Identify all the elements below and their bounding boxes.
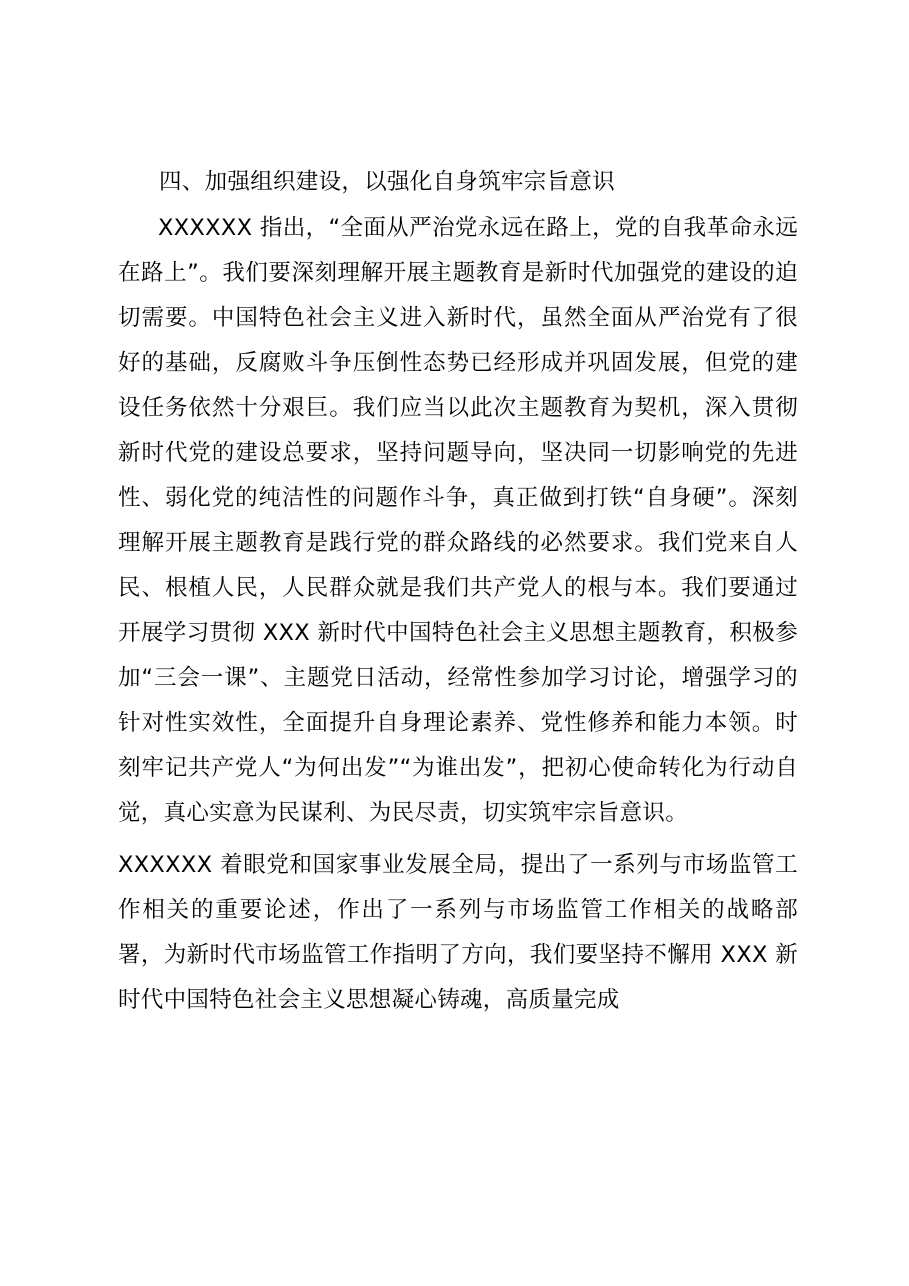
paragraph-2: XXXXXX 着眼党和国家事业发展全局，提出了一系列与市场监管工作相关的重要论述，作出了一系列与市场监管工作相关的战略部署，为新时代市场监管工作指明了方向，我们要坚持不懈用 XXX 新时代中国特色社会主义思想凝心铸魂，高质量完成 — [118, 852, 798, 1013]
paragraph-1: XXXXXX 指出，“全面从严治党永远在路上，党的自我革命永远在路上”。我们要深刻理解开展主题教育是新时代加强党的建设的迫切需要。中国特色社会主义进入新时代，虽然全面从严治党有了很好的基础，反腐败斗争压倒性态势已经形成并巩固发展，但党的建设任务依然十分艰巨。我们应当以此次主题教育为契机，深入贯彻新时代党的建设总要求，坚持问题导向，坚决同一切影响党的先进性、弱化党的纯洁性的问题作斗争，真正做到打铁“自身硬”。深刻理解开展主题教育是践行党的群众路线的必然要求。我们党来自人民、根植人民，人民群众就是我们共产党人的根与本。我们要通过开展学习贯彻 XXX 新时代中国特色社会主义思想主题教育，积极参加“三会一课”、主题党日活动，经常性参加学习讨论，增强学习的针对性实效性，全面提升自身理论素养、党性修养和能力本领。时刻牢记共产党人“为何出发”“为谁出发”，把初心使命转化为行动自觉，真心实意为民谋利、为民尽责，切实筑牢宗旨意识。 — [118, 215, 798, 826]
section-heading: 四、加强组织建设，以强化自身筑牢宗旨意识 — [159, 169, 616, 195]
document-body — [118, 160, 798, 1023]
